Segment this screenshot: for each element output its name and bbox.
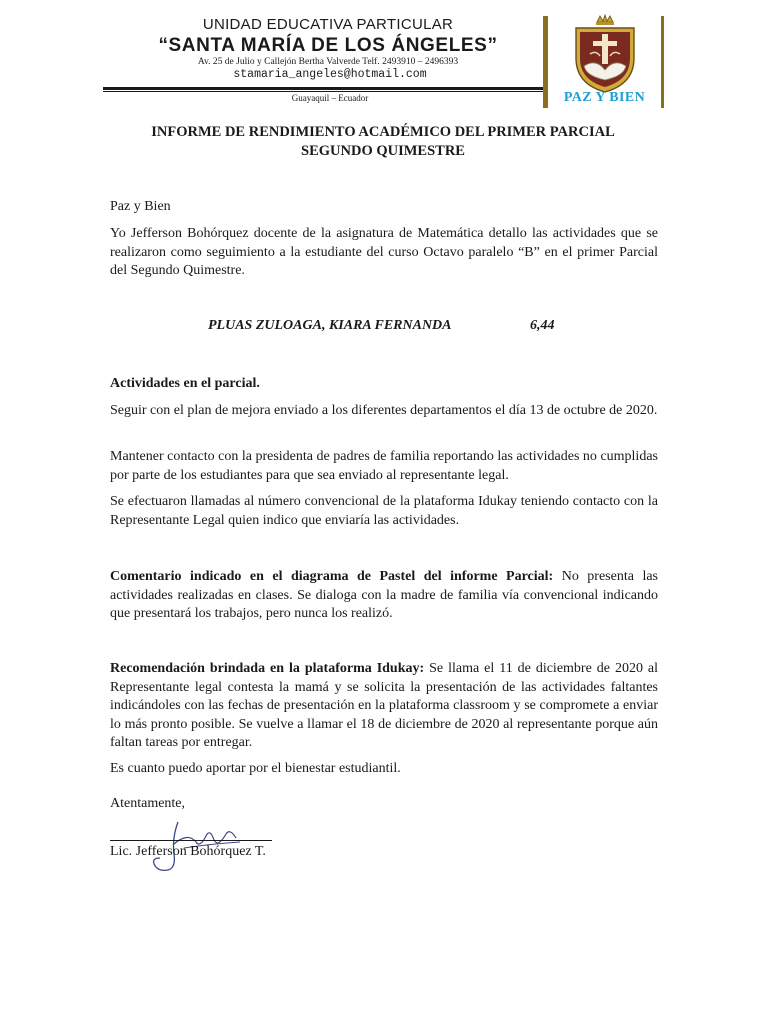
- activities-heading: Actividades en el parcial.: [110, 376, 260, 391]
- school-crest-logo: [566, 14, 644, 94]
- report-title-line2: SEGUNDO QUIMESTRE: [301, 143, 465, 159]
- comment-paragraph: [110, 568, 658, 624]
- farewell: Atentamente,: [110, 796, 186, 811]
- activity-item-1: Seguir con el plan de mejora enviado a los diferentes departamentos el día 13 de octubre de 2020.: [110, 403, 658, 418]
- school-motto: PAZ Y BIEN: [563, 90, 646, 105]
- activity-item-2: Mantener contacto con la presidenta de padres de familia reportando las actividades no cumplidas por parte de los estudiantes para que sea enviado al representante legal.: [110, 449, 658, 483]
- header-divider-thin: [103, 91, 543, 92]
- signature-line: [110, 840, 272, 841]
- intro-paragraph: Yo Jefferson Bohórquez docente de la asignatura de Matemática detallo las actividades que se realizaron como seguimiento a la estudiante del curso Octavo paralelo “B” en el primer Parcial del Segundo Quimestre.: [110, 226, 658, 278]
- school-address: Av. 25 de Julio y Callejón Bertha Valverde Telf. 2493910 – 2496393: [197, 57, 459, 67]
- comment-label: Comentario indicado en el diagrama de Pastel del informe Parcial:: [110, 569, 554, 584]
- school-email: stamaria_angeles@hotmail.com: [233, 68, 427, 81]
- recommendation-label: Recomendación brindada en la plataforma Idukay:: [110, 661, 425, 676]
- report-title: [103, 123, 663, 161]
- recommendation-paragraph: [110, 660, 658, 753]
- school-name: “SANTA MARÍA DE LOS ÁNGELES”: [158, 35, 498, 56]
- student-name: PLUAS ZULOAGA, KIARA FERNANDA: [208, 318, 452, 333]
- comment-text: No presenta las actividades realizadas en clases. Se dialoga con la madre de familia vía convencional indicando que presentará los trabajos, pero nunca los realizó.: [110, 569, 658, 621]
- report-title-line1: INFORME DE RENDIMIENTO ACADÉMICO DEL PRIMER PARCIAL: [151, 124, 615, 140]
- closing-line: Es cuanto puedo aportar por el bienestar estudiantil.: [110, 761, 401, 776]
- student-grade: 6,44: [530, 318, 555, 333]
- institution-type: UNIDAD EDUCATIVA PARTICULAR: [202, 16, 454, 33]
- signatory-name: Lic. Jefferson Bohórquez T.: [110, 844, 266, 859]
- activity-item-3: Se efectuaron llamadas al número convencional de la plataforma Idukay teniendo contacto con la Representante Legal quien indico que enviaría las actividades.: [110, 494, 658, 528]
- school-city: Guayaquil – Ecuador: [291, 93, 369, 103]
- header-divider: [103, 87, 543, 90]
- logo-frame-right: [661, 16, 664, 108]
- recommendation-text: Se llama el 11 de diciembre de 2020 al Representante legal contesta la mamá y se solicita la presentación de las actividades faltantes indicándoles con las fechas de presentación en la plataforma classroom y se compromete a enviar lo más pronto posible. Se vuelve a llamar el 18 de diciembre de 2020 al representante porque aún faltan tareas por entregar.: [110, 661, 659, 750]
- greeting: Paz y Bien: [110, 199, 171, 214]
